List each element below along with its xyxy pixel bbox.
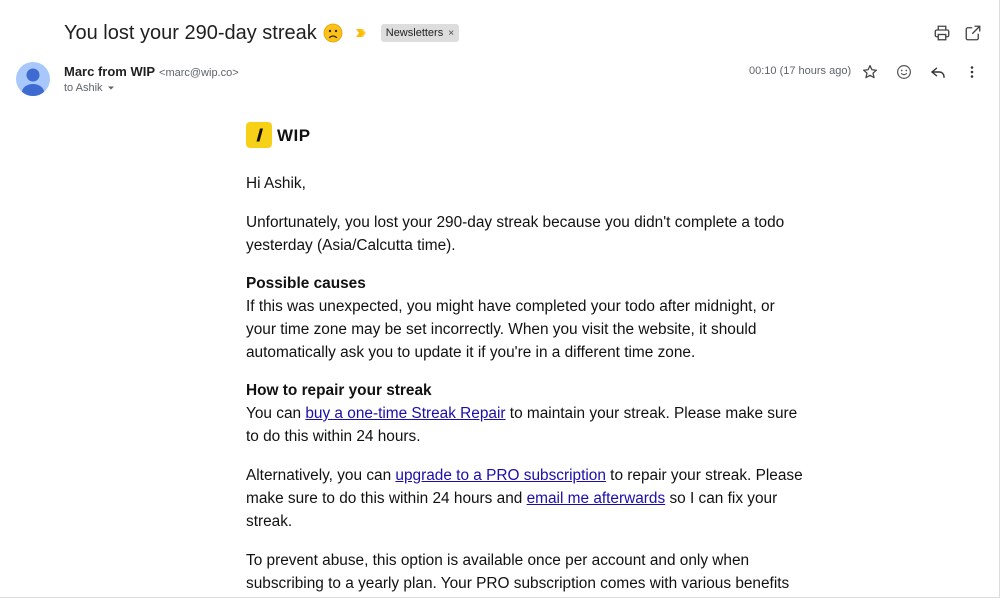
intro-paragraph: Unfortunately, you lost your 290-day streak because you didn't complete a todo yesterday (Asia/Calcutta time). [246,214,785,254]
wip-logo-icon [246,122,272,148]
prevent-abuse-paragraph: To prevent abuse, this option is available once per account and only when subscribing to a yearly plan. Your PRO subscription comes with various benefits [246,552,790,592]
upgrade-pro-link[interactable]: upgrade to a PRO subscription [395,467,606,484]
star-icon[interactable] [861,63,879,81]
default-avatar-icon [16,62,50,96]
recipient-text: to Ashik [64,82,103,94]
repair-text-post: to maintain your streak. Please make sure to do this within 24 hours. [246,405,798,445]
emoji-reaction-icon[interactable] [895,63,913,81]
email-subject: You lost your 290-day streak [64,21,317,44]
email-timestamp: 00:10 (17 hours ago) [749,65,852,77]
alt-text-mid: to repair your streak. Please make sure to do this within 24 hours and [246,467,803,507]
causes-heading: Possible causes [246,275,366,292]
message-body [246,120,806,595]
alt-text-pre: Alternatively, you can [246,467,396,484]
more-options-icon[interactable] [963,63,981,81]
email-me-link[interactable]: email me afterwards [526,490,666,507]
recipient-row [64,82,115,94]
chevron-down-icon[interactable] [107,84,115,92]
sender-name[interactable]: Marc from WIP [64,64,156,79]
remove-label-button[interactable]: × [448,27,455,39]
causes-paragraph: If this was unexpected, you might have completed your todo after midnight, or your time zone may be set incorrectly. When you visit the website, it should automatically ask you to update it if you're in a different time zone. [246,298,775,361]
wip-logo[interactable] [246,120,806,150]
sender-row [64,64,239,79]
repair-heading: How to repair your streak [246,382,432,399]
reply-icon[interactable] [929,63,947,81]
sender-email: <marc@wip.co> [159,67,239,79]
label-chip-newsletters[interactable] [381,24,459,42]
repair-text-pre: You can [246,405,306,422]
open-in-new-window-icon[interactable] [964,24,982,42]
repair-paragraph [246,402,806,448]
print-icon[interactable] [933,24,951,42]
alternative-paragraph [246,464,806,533]
sad-face-icon [323,23,343,43]
subject-row [64,18,459,48]
streak-repair-link[interactable]: buy a one-time Streak Repair [305,405,506,422]
sender-avatar[interactable] [16,62,50,96]
greeting: Hi Ashik, [246,175,306,192]
label-chip-text: Newsletters [385,27,444,39]
alt-text-post: so I can fix your streak. [246,490,778,530]
importance-marker-icon[interactable] [355,26,369,40]
brand-name: WIP [277,125,311,145]
